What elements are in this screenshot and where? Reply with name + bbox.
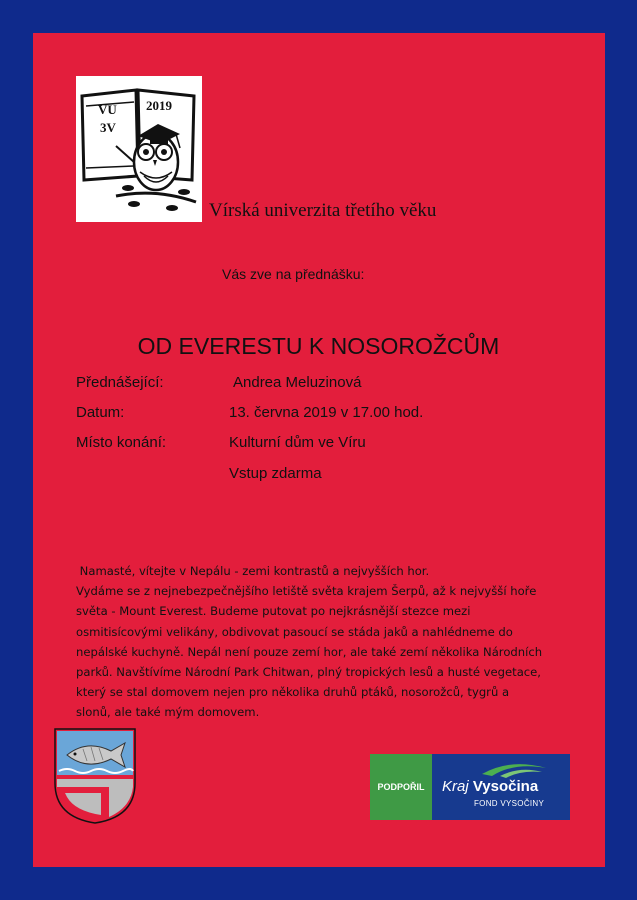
kraj-word: Kraj bbox=[442, 778, 469, 795]
municipal-coat-of-arms bbox=[53, 727, 137, 830]
organization-name: Vírská univerzita třetího věku bbox=[209, 200, 437, 221]
lecturer-label: Přednášející: bbox=[76, 374, 164, 391]
fond-vysociny-text: FOND VYSOČINY bbox=[474, 799, 545, 808]
admission-text: Vstup zdarma bbox=[229, 465, 322, 482]
coat-of-arms-fish-icon bbox=[53, 727, 137, 825]
vysocina-word: Vysočina bbox=[472, 778, 539, 795]
description-line: parků. Navštívíme Národní Park Chitwan, plný tropických lesů a husté vegetace, bbox=[76, 665, 541, 680]
venue-label: Místo konání: bbox=[76, 434, 167, 451]
description-line: Vydáme se z nejnebezpečnějšího letiště světa krajem Šerpů, až k nejvyšší hoře bbox=[76, 584, 537, 599]
description-line: světa - Mount Everest. Budeme putovat po nejkrásnější stezce mezi bbox=[76, 604, 471, 619]
venue-value: Kulturní dům ve Víru bbox=[229, 434, 366, 451]
description-line: který se stal domovem nejen pro několika druhů ptáků, nosorožců, tygrů a bbox=[76, 685, 510, 700]
lecturer-value: Andrea Meluzinová bbox=[233, 374, 362, 391]
date-label: Datum: bbox=[76, 404, 125, 421]
description-line: slonů, ale také mým domovem. bbox=[76, 705, 260, 720]
university-logo bbox=[76, 76, 202, 222]
kraj-vysocina-logo bbox=[432, 754, 570, 820]
invitation-text: Vás zve na přednášku: bbox=[222, 266, 365, 282]
kraj-vysocina-text bbox=[442, 778, 538, 795]
lecture-title: OD EVERESTU K NOSOROŽCŮM bbox=[137, 333, 500, 359]
owl-book-logo-image bbox=[76, 76, 202, 222]
svg-text:VU: VU bbox=[98, 102, 117, 117]
date-value: 13. června 2019 v 17.00 hod. bbox=[229, 404, 424, 421]
description-line: nepálské kuchyně. Nepál není pouze zemí hor, ale také zemí několika Národních bbox=[76, 644, 543, 659]
svg-text:3V: 3V bbox=[100, 120, 116, 135]
vysocina-swoosh-icon bbox=[480, 760, 550, 778]
description-line: osmitisícovými velikány, obdivovat pasoucí se stáda jaků a nahlédneme do bbox=[76, 624, 513, 639]
description-line: Namasté, vítejte v Nepálu - zemi kontrastů a nejvyšších hor. bbox=[76, 564, 430, 578]
sponsor-banner bbox=[370, 754, 570, 820]
logo-year: 2019 bbox=[146, 98, 172, 113]
sponsor-support-label: PODPOŘIL bbox=[370, 754, 432, 820]
lecture-description bbox=[76, 561, 576, 723]
